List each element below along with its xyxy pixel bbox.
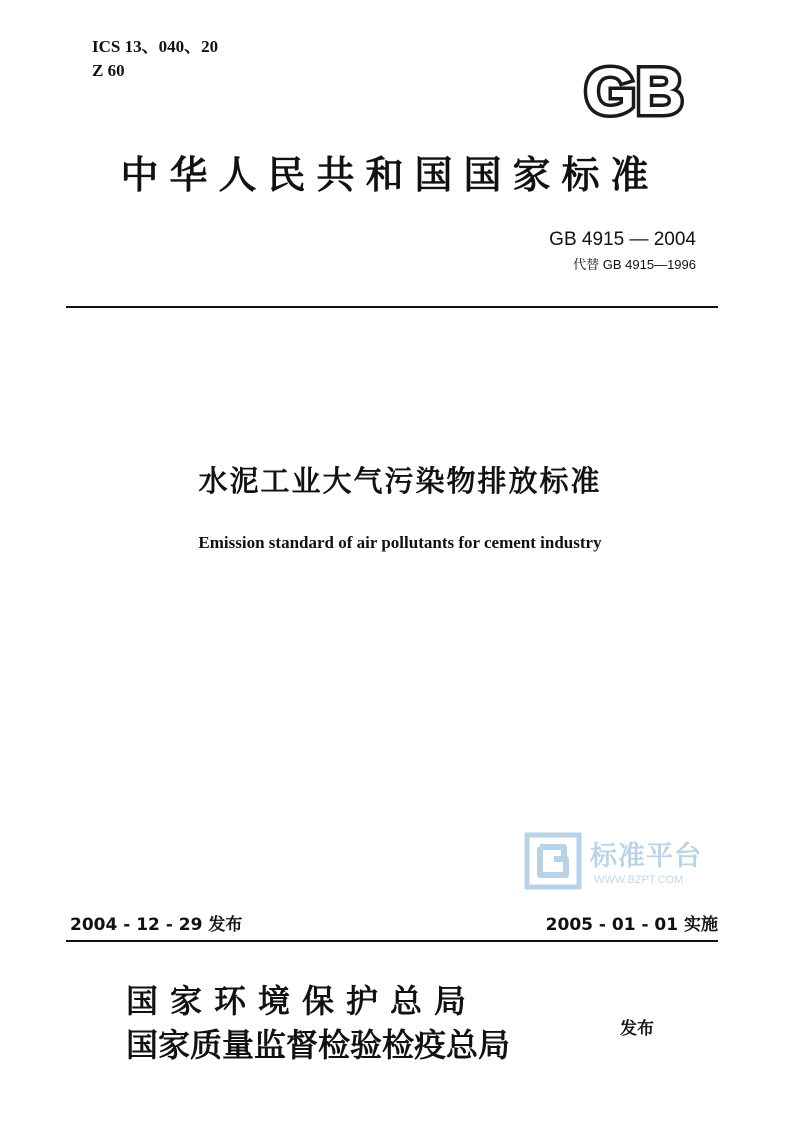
standard-number: GB 4915 — 2004	[549, 229, 696, 250]
watermark	[524, 832, 724, 892]
issuing-agency-2: 国家质量监督检验检疫总局	[126, 1026, 511, 1064]
document-title-english: Emission standard of air pollutants for cement industry	[198, 533, 602, 552]
bottom-divider	[66, 940, 718, 942]
classification-code: Z 60	[92, 61, 125, 80]
watermark-name: 标准平台	[590, 841, 702, 872]
document-title-chinese: 水泥工业大气污染物排放标准	[198, 464, 602, 498]
implementation-date: 2005 - 01 - 01 实施	[545, 915, 718, 935]
ics-code: ICS 13、040、20	[92, 37, 219, 56]
gb-logo	[578, 58, 690, 122]
issuing-agency-1: 国家环境保护总局	[126, 982, 479, 1020]
top-divider	[66, 306, 718, 308]
publish-label: 发布	[620, 1019, 654, 1039]
gb-logo-text: GB	[584, 58, 684, 122]
standard-category: 中华人民共和国国家标准	[120, 152, 660, 197]
watermark-logo-icon	[524, 832, 582, 890]
replaces-note: 代替 GB 4915—1996	[573, 257, 696, 272]
issue-date: 2004 - 12 - 29 发布	[70, 915, 243, 935]
watermark-url: WWW.BZPT.COM	[594, 874, 684, 886]
